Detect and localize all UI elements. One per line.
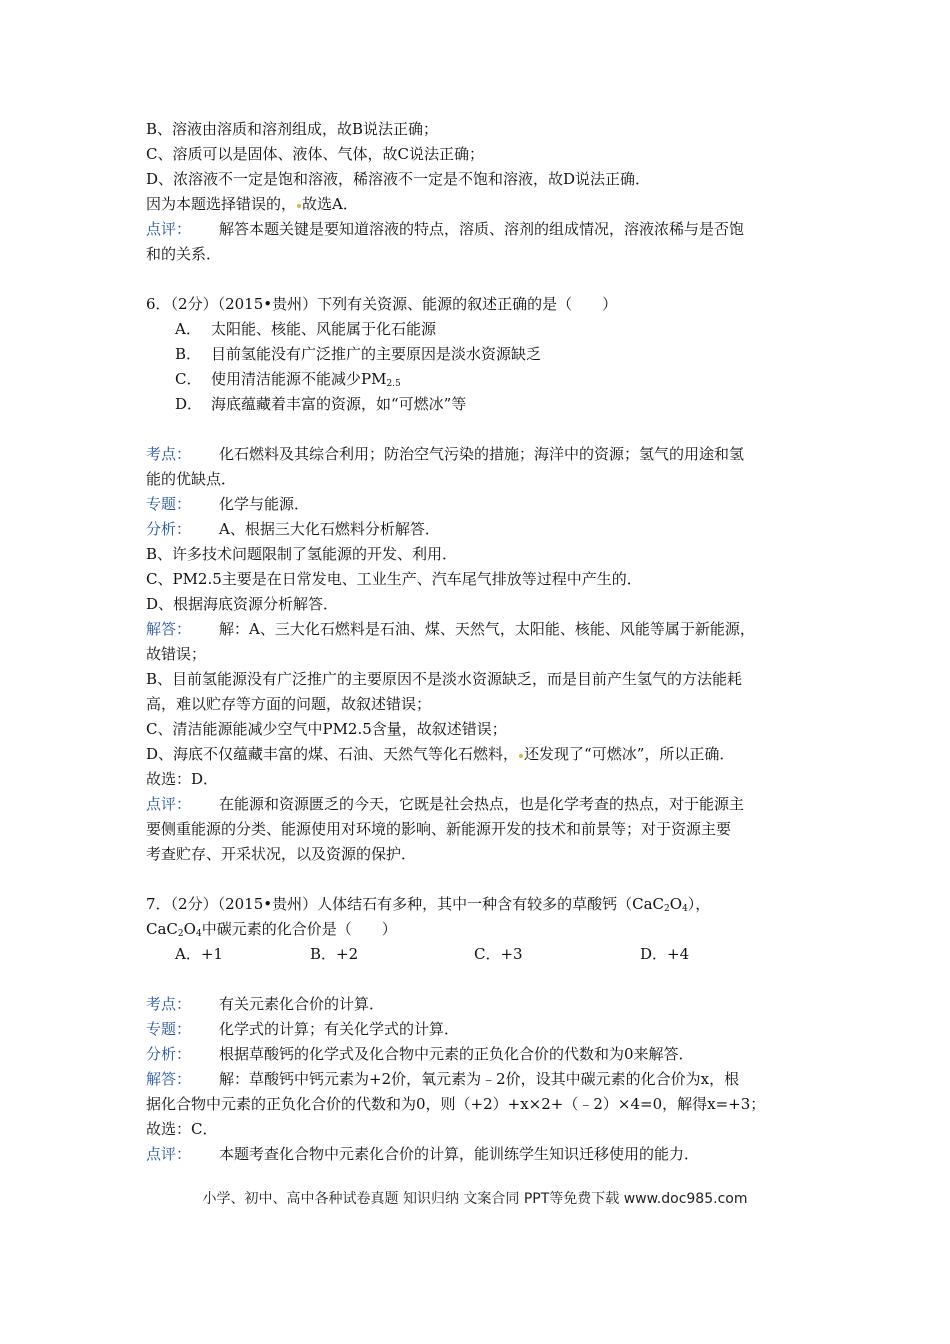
q6-option-a: A． 太阳能、核能、风能属于化石能源 (175, 320, 437, 338)
q6-fenxi-2: B、许多技术问题限制了氢能源的开发、利用． (146, 545, 458, 563)
q6-jieda-6: D、海底不仅蕴藏丰富的煤、石油、天然气等化石燃料， 还发现了“可燃冰”，所以正确． (146, 745, 735, 763)
q6-jieda-3: B、目前氢能源没有广泛推广的主要原因不是淡水资源缺乏，而是目前产生氢气的方法能耗 (146, 670, 743, 688)
q7-jieda-2: 据化合物中元素的正负化合价的代数和为0，则（+2）+x×2+（﹣2）×4=0，解得x=+3； (146, 1095, 766, 1113)
conclusion-text: 因为本题选择错误的， (146, 195, 297, 213)
q6-option-c: C． 使用清洁能源不能减少$PM_{2.5}$ (175, 370, 401, 389)
zhuanti-tag: 专题： (146, 495, 192, 513)
dianping-tag: 点评： (146, 795, 192, 813)
q7-zhuanti: 专题： 化学式的计算；有关化学式的计算． (146, 1020, 460, 1038)
q7-dianping: 点评： 本题考查化合物中元素化合价的计算，能训练学生知识迁移使用的能力． (146, 1145, 700, 1163)
q7-fenxi: 分析： 根据草酸钙的化学式及化合物中元素的正负化合价的代数和为0来解答． (146, 1045, 694, 1063)
q7-jieda: 解答： 解：草酸钙中钙元素为+2价，氧元素为﹣2价，设其中碳元素的化合价为x，根 (146, 1070, 740, 1088)
q6-kaodian: 考点： 化石燃料及其综合利用；防治空气污染的措施；海洋中的资源；氢气的用途和氢 (146, 445, 745, 463)
dianping-tag: 点评： (146, 1145, 192, 1163)
q6-stem: 6．（2分）（2015•贵州）下列有关资源、能源的叙述正确的是（ ） (146, 295, 618, 313)
answer-c: C、溶质可以是固体、液体、气体，故C说法正确； (146, 145, 484, 163)
q6-option-b: B． 目前氢能没有广泛推广的主要原因是淡水资源缺乏 (175, 345, 542, 363)
q6-zhuanti: 专题： 化学与能源． (146, 495, 310, 513)
jieda-tag: 解答： (146, 620, 192, 638)
dot-mark (297, 204, 301, 208)
q6-fenxi-3: C、PM2.5主要是在日常发电、工业生产、汽车尾气排放等过程中产生的． (146, 570, 642, 588)
q7-choice-c: C．+3 (474, 945, 523, 963)
q6-dianping: 点评： 在能源和资源匮乏的今天，它既是社会热点，也是化学考查的热点，对于能源主 (146, 795, 745, 813)
q6-jieda-4: 高，难以贮存等方面的问题，故叙述错误； (146, 695, 432, 713)
conclusion (146, 192, 830, 217)
page-footer: 小学、初中、高中各种试卷真题 知识归纳 文案合同 PPT等免费下载 www.doc985.com (202, 1191, 748, 1207)
zhuanti-tag: 专题： (146, 1020, 192, 1038)
review-text: 解答本题关键是要知道溶液的特点，溶质、溶剂的组成情况，溶液浓稀与是否饱 (219, 220, 745, 238)
q6-jieda-7: 故选：D． (146, 770, 219, 788)
q6-option-d: D． 海底蕴藏着丰富的资源，如“可燃冰”等 (175, 395, 467, 413)
q7-kaodian: 考点： 有关元素化合价的计算． (146, 995, 385, 1013)
q7-choice-b: B．+2 (310, 945, 359, 963)
q6-dianping-3: 考查贮存、开采状况，以及资源的保护． (146, 845, 417, 863)
kaodian-tag: 考点： (146, 995, 192, 1013)
kaodian-tag: 考点： (146, 445, 192, 463)
q7-stem-2: $CaC_2O_4$中碳元素的化合价是（ ） (146, 920, 397, 939)
q6-jieda: 解答： 解：A、三大化石燃料是石油、煤、天然气，太阳能、核能、风能等属于新能源， (146, 620, 755, 638)
review-tag: 点评： (146, 220, 192, 238)
q7-choice-a: A．+1 (175, 945, 223, 963)
fenxi-tag: 分析： (146, 520, 192, 538)
q7-jieda-3: 故选：C． (146, 1120, 218, 1138)
jieda-tag: 解答： (146, 1070, 192, 1088)
q7-choice-d: D．+4 (640, 945, 690, 963)
review-line-1 (146, 217, 830, 242)
q6-jieda-2: 故错误； (146, 645, 207, 663)
q6-jieda-5: C、清洁能源能减少空气中PM2.5含量，故叙述错误； (146, 720, 507, 738)
answer-d: D、浓溶液不一定是饱和溶液，稀溶液不一定是不饱和溶液，故D说法正确． (146, 170, 651, 188)
q6-kaodian-2: 能的优缺点． (146, 470, 237, 488)
q7-stem-1: 7．（2分）（2015•贵州）人体结石有多种，其中一种含有较多的草酸钙$(CaC_2O_4)$， (146, 895, 711, 914)
q6-fenxi-4: D、根据海底资源分析解答． (146, 595, 339, 613)
dot-mark (519, 754, 523, 758)
answer-b: B、溶液由溶质和溶剂组成，故B说法正确； (146, 120, 439, 138)
conclusion-answer: 故选A． (302, 195, 358, 213)
q6-fenxi: 分析： A、根据三大化石燃料分析解答． (146, 520, 440, 538)
review-line-2: 和的关系． (146, 245, 222, 263)
fenxi-tag: 分析： (146, 1045, 192, 1063)
q6-dianping-2: 要侧重能源的分类、能源使用对环境的影响、新能源开发的技术和前景等；对于资源主要 (146, 820, 732, 838)
